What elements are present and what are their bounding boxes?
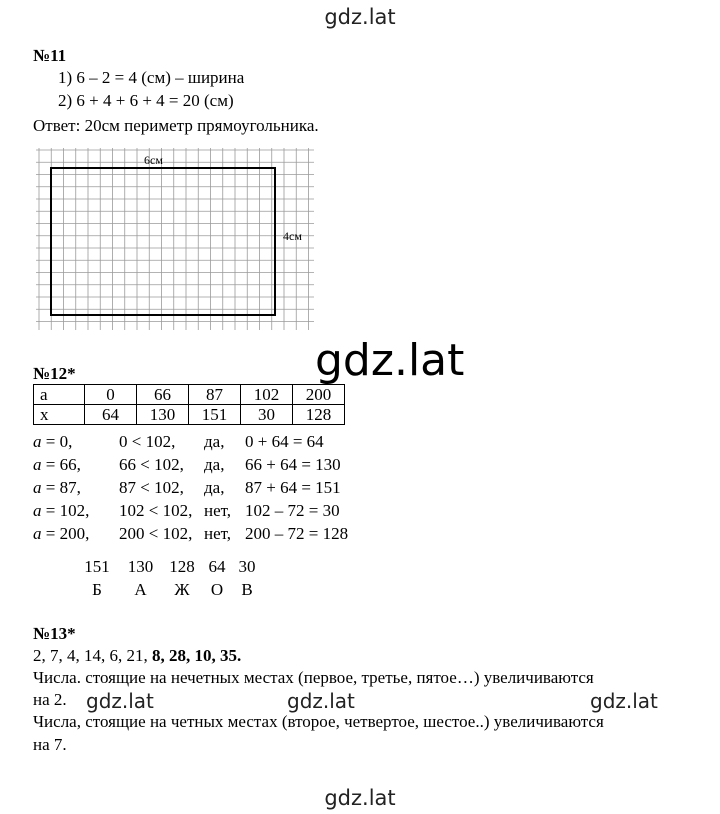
- variable-value: = 0,: [41, 432, 73, 451]
- variable-value: = 87,: [41, 478, 81, 497]
- variable-value: = 66,: [41, 455, 81, 474]
- watermark-right: gdz.lat: [590, 689, 658, 713]
- decoded-letter: В: [241, 580, 253, 599]
- task13-heading: №13*: [33, 624, 76, 643]
- variable-value: = 102,: [41, 501, 90, 520]
- task13-odd-rule: Числа. стоящие на нечетных местах (первое, третье, пятое…) увеличиваются: [33, 668, 594, 687]
- check-verdict: да,: [204, 432, 225, 451]
- decoded-letter: Ж: [174, 580, 190, 599]
- decoded-letter: О: [210, 580, 224, 599]
- sequence-answer: 8, 28, 10, 35.: [152, 646, 242, 665]
- values-table: [33, 384, 345, 425]
- check-row: [33, 478, 81, 498]
- check-result: 66 + 64 = 130: [245, 455, 341, 474]
- table-cell: 64: [85, 405, 137, 425]
- variable-a: a: [33, 455, 42, 474]
- decoded-number: 128: [169, 557, 195, 576]
- watermark-center: gdz.lat: [315, 335, 465, 386]
- table-cell: 200: [293, 385, 345, 405]
- check-verdict: нет,: [204, 524, 232, 543]
- decoded-number: 64: [208, 557, 226, 576]
- table-cell: 130: [137, 405, 189, 425]
- table-cell: 0: [85, 385, 137, 405]
- decoded-letters: [75, 580, 262, 600]
- check-compare: 66 < 102,: [119, 455, 184, 474]
- check-result: 87 + 64 = 151: [245, 478, 341, 497]
- watermark-top: gdz.lat: [324, 5, 396, 29]
- grid-rectangle-drawing: [36, 148, 316, 332]
- width-label: 6см: [144, 153, 163, 167]
- check-row: [33, 501, 89, 521]
- table-row-a: [34, 385, 345, 405]
- rectangle-outline: [51, 168, 275, 315]
- table-row-x: [34, 405, 345, 425]
- check-result: 102 – 72 = 30: [245, 501, 340, 520]
- check-verdict: да,: [204, 455, 225, 474]
- task13-even-rule-end: на 7.: [33, 735, 67, 754]
- task11-heading: №11: [33, 46, 67, 65]
- check-row: [33, 432, 72, 452]
- table-cell: 151: [189, 405, 241, 425]
- check-result: 0 + 64 = 64: [245, 432, 324, 451]
- check-compare: 200 < 102,: [119, 524, 193, 543]
- variable-a: a: [33, 501, 42, 520]
- table-cell: 66: [137, 385, 189, 405]
- task13-sequence: [33, 646, 241, 666]
- task11-step1: 1) 6 – 2 = 4 (см) – ширина: [58, 68, 245, 87]
- variable-a: a: [33, 432, 42, 451]
- task11-answer: Ответ: 20см периметр прямоугольника.: [33, 116, 319, 135]
- task12-heading: №12*: [33, 364, 76, 383]
- table-cell: 30: [241, 405, 293, 425]
- variable-a: a: [33, 524, 42, 543]
- decoded-numbers: [75, 557, 262, 577]
- check-compare: 87 < 102,: [119, 478, 184, 497]
- decoded-letter: А: [134, 580, 147, 599]
- variable-a: a: [33, 478, 42, 497]
- watermark-middle: gdz.lat: [287, 689, 355, 713]
- check-compare: 0 < 102,: [119, 432, 176, 451]
- table-cell: 128: [293, 405, 345, 425]
- watermark-left: gdz.lat: [86, 689, 154, 713]
- decoded-letter: Б: [92, 580, 102, 599]
- table-cell: 87: [189, 385, 241, 405]
- sequence-given: 2, 7, 4, 14, 6, 21,: [33, 646, 148, 665]
- check-verdict: нет,: [204, 501, 232, 520]
- height-label: 4см: [283, 229, 302, 243]
- variable-value: = 200,: [41, 524, 90, 543]
- task11-step2: 2) 6 + 4 + 6 + 4 = 20 (см): [58, 91, 234, 110]
- check-row: [33, 524, 89, 544]
- check-verdict: да,: [204, 478, 225, 497]
- table-row-label: а: [34, 385, 85, 405]
- check-row: [33, 455, 81, 475]
- decoded-number: 151: [84, 557, 110, 576]
- decoded-number: 30: [238, 557, 256, 576]
- task13-odd-rule-end: на 2.: [33, 690, 67, 709]
- check-compare: 102 < 102,: [119, 501, 193, 520]
- watermark-bottom: gdz.lat: [324, 786, 396, 810]
- check-result: 200 – 72 = 128: [245, 524, 349, 543]
- task13-even-rule: Числа, стоящие на четных местах (второе, четвертое, шестое..) увеличиваются: [33, 712, 604, 731]
- table-row-label: х: [34, 405, 85, 425]
- grid-lines: [36, 148, 314, 330]
- decoded-number: 130: [127, 557, 154, 576]
- table-cell: 102: [241, 385, 293, 405]
